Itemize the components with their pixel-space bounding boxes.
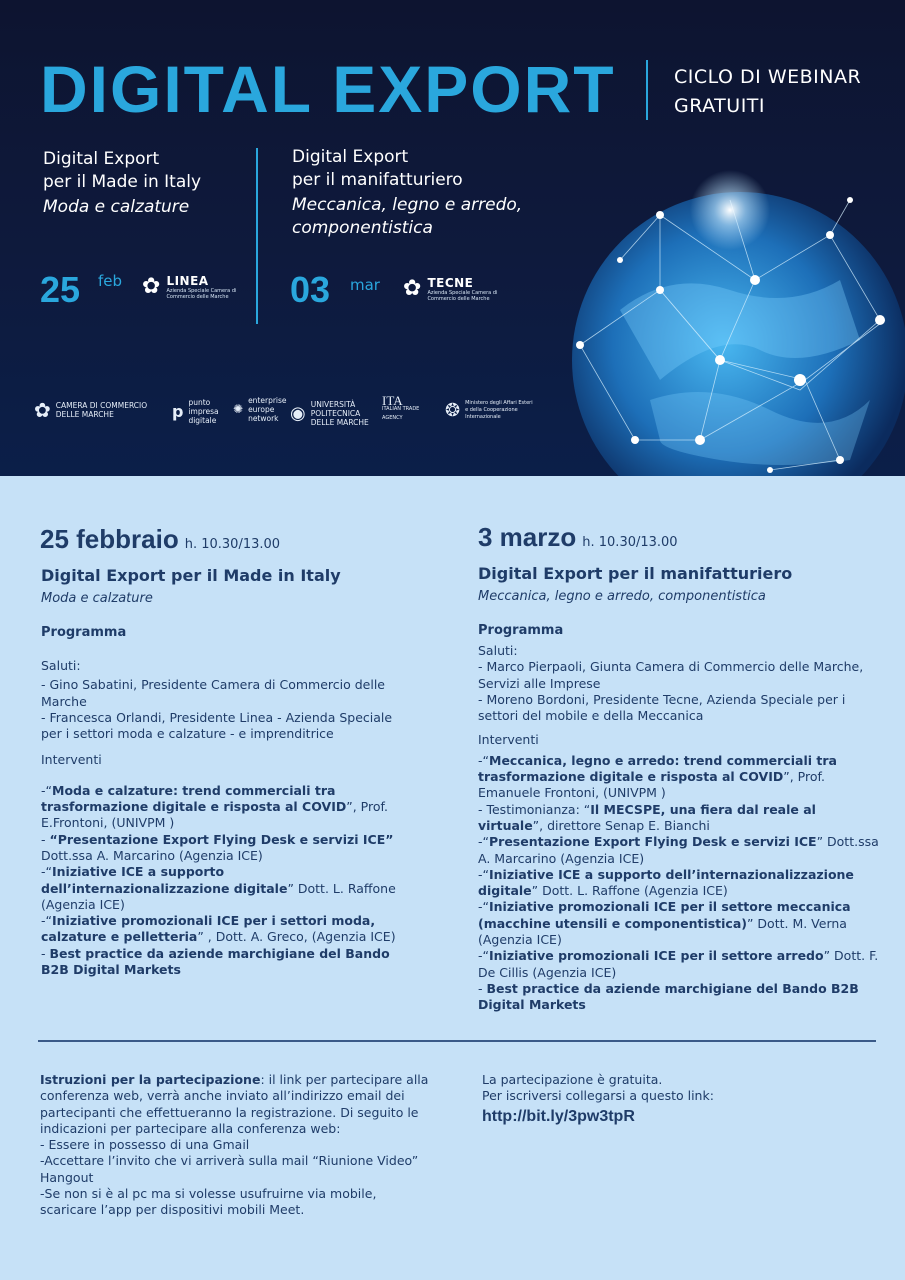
main-title: DIGITAL EXPORT [40, 52, 616, 126]
event2-title-line2: per il manifatturiero [292, 170, 463, 190]
partner-punto-impresa [172, 398, 228, 425]
saluti-item: - Moreno Bordoni, Presidente Tecne, Azienda Speciale per i settori del mobile e della Meccanica [478, 691, 846, 724]
linea-desc: Azienda Speciale Camera di Commercio delle Marche [166, 288, 237, 300]
intervento-speaker: ”, Prof. E.Frontoni, (UNIVPM ) [41, 799, 388, 831]
event2-subtitle-line2: componentistica [292, 218, 433, 238]
intervento-title: Meccanica, legno e arredo: trend commerciali tra trasformazione digitale e risposta al COVID [478, 752, 837, 785]
right-hours: h. 10.30/13.00 [582, 535, 678, 550]
partner-een [233, 396, 288, 423]
event2-month: mar [350, 276, 380, 294]
saluti-label: Saluti: [478, 643, 518, 658]
event1-title-line1: Digital Export [43, 149, 160, 169]
partner-line: punto [188, 398, 211, 407]
pid-logo-icon: p [172, 402, 184, 421]
event1-day: 25 [40, 269, 81, 310]
intervento-prefix: - [41, 831, 50, 847]
intervento-title: Iniziative ICE a supporto dell’internazionalizzazione digitale [41, 864, 288, 896]
right-program-label: Programma [478, 623, 564, 638]
globe-network-illustration [540, 170, 905, 476]
left-title: Digital Export per il Made in Italy [41, 566, 341, 585]
intervento-prefix: -“ [478, 899, 489, 915]
cycle-line-1: CICLO DI WEBINAR [674, 66, 862, 88]
intervento-title: Moda e calzature: trend commerciali tra trasformazione digitale e risposta al COVID [41, 782, 347, 815]
right-date: 3 marzo [478, 522, 577, 552]
instructions-block [40, 1072, 432, 1219]
event2-title-line1: Digital Export [292, 147, 409, 167]
intervento-prefix: -“ [478, 752, 489, 768]
linea-name: LINEA [166, 274, 209, 288]
intervento-item [478, 981, 883, 1014]
instruction-step: - Essere in possesso di una Gmail [40, 1137, 250, 1153]
intervento-speaker: ” Dott.ssa A. Marcarino (Agenzia ICE) [478, 834, 879, 866]
registration-block [482, 1072, 872, 1105]
partner-line: e della Cooperazione Internazionale [465, 407, 518, 420]
intervento-title: Il MECSPE, una fiera dal reale al virtuale [478, 801, 816, 833]
left-interventi-list [41, 783, 411, 979]
intervento-prefix: -“ [478, 948, 489, 964]
partner-line: UNIVERSITÀ POLITECNICA [310, 400, 361, 418]
seal-logo-icon: ◉ [290, 403, 306, 424]
partner-line: DELLE MARCHE [310, 418, 369, 427]
event1-subtitle: Moda e calzature [43, 197, 190, 217]
saluti-item: - Francesca Orlandi, Presidente Linea - Azienda Speciale per i settori moda e calzature - e imprenditrice [41, 709, 393, 742]
partner-univpm [290, 400, 383, 427]
saluti-item: - Gino Sabatini, Presidente Camera di Commercio delle Marche [41, 677, 385, 709]
title-divider [646, 60, 648, 120]
intervento-item [478, 834, 883, 867]
intervento-speaker: ” Dott. F. De Cillis (Agenzia ICE) [478, 948, 879, 980]
event2-subtitle-line1: Meccanica, legno e arredo, [292, 195, 523, 215]
intervento-item [41, 783, 411, 832]
tecne-logo [403, 276, 497, 302]
saluti-label: Saluti: [41, 658, 81, 673]
partner-line: Ministero degli Affari Esteri [465, 400, 533, 406]
intervento-title: Iniziative promozionali ICE per i settori moda, calzature e pelletteria [41, 913, 376, 945]
intervento-speaker: ” Dott. M. Verna (Agenzia ICE) [478, 915, 847, 948]
partner-line: DELLE MARCHE [55, 410, 114, 419]
instructions-label: Istruzioni per la partecipazione [40, 1072, 261, 1087]
event1-block [43, 148, 201, 219]
intervento-prefix: -“ [478, 834, 489, 850]
linea-logo [142, 274, 236, 300]
intervento-item [41, 832, 411, 865]
intervento-speaker: Dott.ssa A. Marcarino (Agenzia ICE) [41, 847, 263, 863]
register-text: Per iscriversi collegarsi a questo link: [482, 1088, 714, 1104]
intervento-prefix: -“ [41, 864, 52, 880]
left-hours: h. 10.30/13.00 [184, 537, 281, 552]
right-interventi-list [478, 753, 883, 1014]
intervento-title: Presentazione Export Flying Desk e servizi ICE [489, 834, 817, 850]
stars-logo-icon: ✺ [233, 402, 244, 416]
left-date-heading [40, 524, 280, 555]
intervento-title: Best practice da aziende marchigiane del Bando B2B Digital Markets [41, 945, 390, 978]
partner-line: ITALIAN TRADE AGENCY [382, 406, 420, 421]
flower-logo-icon: ✿ [403, 276, 422, 301]
partner-maeci [445, 400, 545, 421]
right-subtitle: Meccanica, legno e arredo, componentistica [478, 589, 766, 604]
cycle-line-2: GRATUITI [674, 95, 766, 117]
flower-logo-icon: ✿ [34, 398, 51, 422]
partner-ita [382, 393, 434, 423]
partner-camera-commercio [34, 400, 147, 420]
tecne-desc: Azienda Speciale Camera di Commercio delle Marche [427, 290, 498, 302]
event2-day: 03 [290, 269, 331, 310]
intervento-title: “Presentazione Export Flying Desk e servizi ICE” [49, 831, 394, 847]
tecne-name: TECNE [427, 276, 474, 290]
partner-line: CAMERA DI COMMERCIO [55, 401, 148, 410]
intervento-prefix: -“ [478, 866, 489, 882]
intervento-item [478, 899, 883, 948]
intervento-speaker: ” Dott. L. Raffone (Agenzia ICE) [41, 880, 396, 912]
intervento-title: Iniziative promozionali ICE per il settore meccanica (macchine utensili e componentistica) [478, 899, 851, 931]
intervento-item [41, 946, 411, 979]
flower-logo-icon: ✿ [142, 274, 161, 299]
right-title: Digital Export per il manifatturiero [478, 564, 793, 583]
left-program-label: Programma [41, 625, 127, 640]
interventi-label: Interventi [478, 732, 539, 748]
section-divider [38, 1040, 876, 1042]
emblem-logo-icon: ❂ [445, 400, 461, 421]
intervento-speaker: ”, direttore Senap E. Bianchi [532, 817, 710, 833]
instruction-step: -Se non si è al pc ma si volesse usufruirne via mobile, scaricare l’app per dispositivi mobili Meet. [40, 1186, 377, 1218]
intervento-speaker: ” , Dott. A. Greco, (Agenzia ICE) [197, 929, 396, 945]
partner-line: ITA [382, 393, 403, 408]
left-program-body [41, 658, 411, 978]
intervento-prefix: -“ [41, 782, 52, 798]
intervento-prefix: - [41, 945, 50, 961]
right-date-heading [478, 522, 678, 553]
intervento-title: Best practice da aziende marchigiane del Bando B2B Digital Markets [478, 980, 859, 1013]
intervento-item [478, 802, 883, 835]
partner-line: europe network [248, 405, 279, 423]
intervento-item [478, 753, 883, 802]
intervento-title: Iniziative ICE a supporto dell’internazionalizzazione digitale [478, 866, 854, 899]
event1-month: feb [98, 272, 123, 290]
left-date: 25 febbraio [40, 524, 179, 554]
right-program-body [478, 643, 883, 1014]
partner-line: enterprise [248, 396, 287, 405]
intervento-item [478, 948, 883, 981]
events-divider [256, 148, 258, 324]
registration-link[interactable]: http://bit.ly/3pw3tpR [482, 1108, 635, 1125]
saluti-item: - Marco Pierpaoli, Giunta Camera di Commercio delle Marche, Servizi alle Imprese [478, 659, 864, 691]
event2-block [292, 146, 522, 240]
intervento-speaker: ”, Prof. Emanuele Frontoni, (UNIVPM ) [478, 769, 825, 801]
event1-title-line2: per il Made in Italy [43, 172, 202, 192]
partner-line: impresa digitale [188, 407, 219, 425]
instructions-text: : il link per partecipare alla conferenza web, verrà anche inviato all’indirizzo email dei partecipanti che effettueranno la registrazione. Di seguito le indicazioni per partecipare alla conferenza web: [40, 1072, 429, 1136]
left-subtitle: Moda e calzature [41, 591, 153, 606]
hero-banner [0, 0, 905, 476]
intervento-speaker: ” Dott. L. Raffone (Agenzia ICE) [531, 883, 728, 899]
intervento-prefix: - Testimonianza: “ [478, 801, 591, 817]
intervento-title: Iniziative promozionali ICE per il settore arredo [489, 948, 824, 964]
intervento-item [41, 864, 411, 913]
intervento-item [478, 867, 883, 900]
intervento-item [41, 913, 411, 946]
free-participation-text: La partecipazione è gratuita. [482, 1072, 663, 1087]
intervento-prefix: -“ [41, 913, 52, 929]
instruction-step: -Accettare l’invito che vi arriverà sulla mail “Riunione Video” Hangout [40, 1153, 419, 1185]
intervento-prefix: - [478, 980, 487, 996]
interventi-label: Interventi [41, 752, 102, 768]
webinar-cycle-label [674, 63, 861, 121]
